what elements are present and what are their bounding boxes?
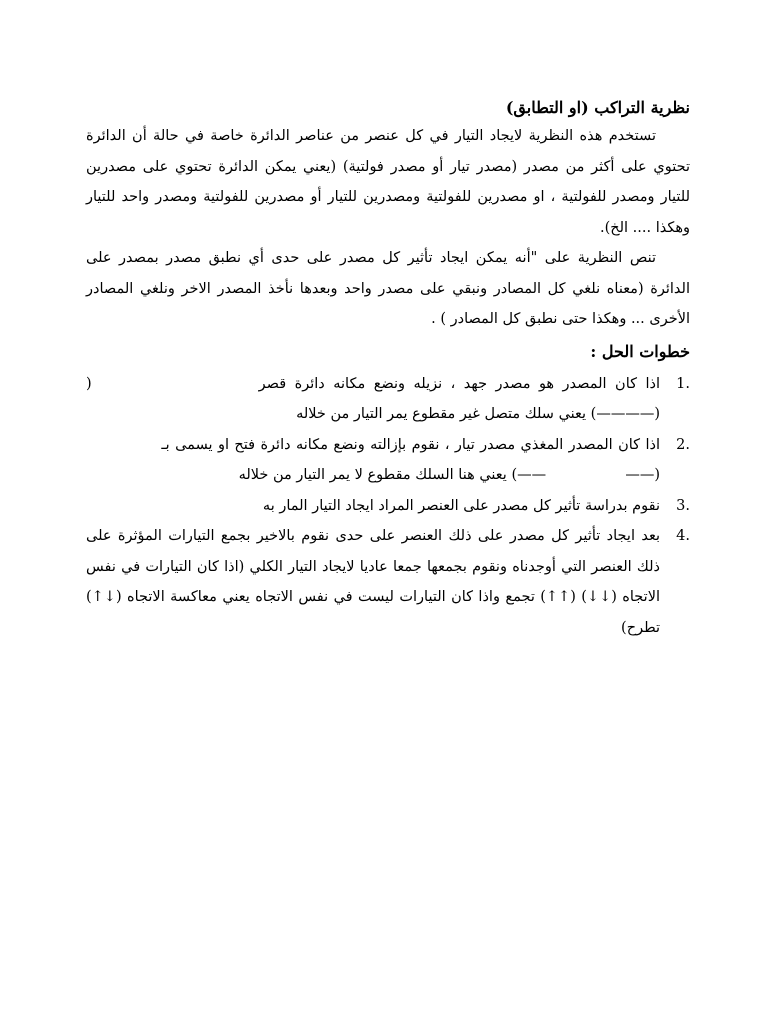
step-item-1 (86, 369, 690, 430)
theory-statement-paragraph: تنص النظرية على "أنه يمكن ايجاد تأثير كل مصدر على حدى أي نطبق مصدر بمصدر على الدائرة (معناه نلغي كل المصادر ونبقي على مصدر واحد وبعدها نأخذ المصدر الاخر ونلغي المصادر الأخرى ... وهكذا حتى نطبق كل المصادر ) . (86, 250, 690, 327)
step-number-2: 2. (676, 436, 690, 453)
short-circuit-symbol: (————) (590, 406, 660, 422)
step-2-explanation: يعني هنا السلك مقطوع لا يمر التيار من خلاله (238, 467, 507, 483)
open-circuit-symbol-right: ——) (511, 467, 547, 483)
step-item-2 (86, 430, 690, 491)
step-number-1: 1. (676, 375, 690, 392)
step-3-text: نقوم بدراسة تأثير كل مصدر على العنصر المراد ايجاد التيار المار به (262, 497, 660, 514)
step-1-paren: ( (86, 375, 92, 392)
step-1-explanation: يعني سلك متصل غير مقطوع يمر التيار من خلاله (296, 406, 587, 422)
document-title: نظرية التراكب (او التطابق) (505, 98, 690, 117)
document-page (86, 95, 690, 643)
step-4-text: بعد ايجاد تأثير كل مصدر على ذلك العنصر على حدى نقوم بالاخير بجمع التيارات المؤثرة على ذلك العنصر التي أوجدناه ونقوم بجمعها جمعا عاديا لايجاد التيار الكلي (اذا كان التيارات في نفس الاتجاه (↓↓) (↑↑) تجمع واذا كان التيارات ليست في نفس الاتجاه يعني معاكسة الاتجاه (↓↑) تطرح) (86, 528, 660, 636)
intro-paragraph: تستخدم هذه النظرية لايجاد التيار في كل عنصر من عناصر الدائرة خاصة في حالة أن الدائرة تحتوي على أكثر من مصدر (مصدر تيار أو مصدر فولتية) (يعني يمكن الدائرة تحتوي على مصدرين للتيار ومصدر للفولتية ، او مصدرين للفولتية ومصدرين للتيار أو مصدرين للفولتية ومصدر واحد للتيار وهكذا .... الخ). (86, 128, 690, 236)
open-circuit-symbol-left: (—— (625, 467, 660, 483)
step-1-text: اذا كان المصدر هو مصدر جهد ، نزيله ونضع مكانه دائرة قصر (258, 375, 661, 392)
step-2-text: اذا كان المصدر المغذي مصدر تيار ، نقوم بإزالته ونضع مكانه دائرة فتح او يسمى بـ (161, 436, 660, 453)
step-number-3: 3. (676, 497, 690, 514)
steps-heading: خطوات الحل : (590, 341, 690, 361)
solution-steps-list (86, 369, 690, 644)
step-number-4: 4. (676, 528, 690, 544)
step-item-4 (86, 521, 690, 643)
step-item-3 (86, 491, 690, 522)
